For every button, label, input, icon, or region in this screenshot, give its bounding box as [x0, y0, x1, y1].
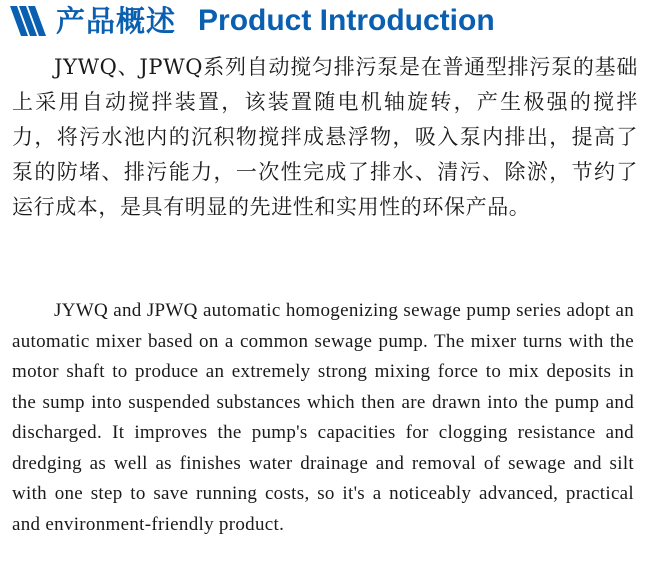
section-title-english: Product Introduction — [198, 4, 495, 37]
paragraph-english: JYWQ and JPWQ automatic homogenizing sewage pump series adopt an automatic mixer based on a common sewage pump. The mixer turns with the motor shaft to produce an extremely strong mixing force to mix deposits in the sump into suspended substances which then are drawn into the pump and discharged. It improves the pump's capacities for clogging resistance and dredging as well as finishes water drainage and removal of sewage and silt with one step to save running costs, so it's a noticeably advanced, practical and environment-friendly product. — [12, 300, 634, 535]
section-header — [8, 2, 495, 40]
paragraph-chinese: JYWQ、JPWQ系列自动搅匀排污泵是在普通型排污泵的基础上采用自动搅拌装置，该装置随电机轴旋转，产生极强的搅拌力，将污水池内的沉积物搅拌成悬浮物，吸入泵内排出，提高了泵的防堵、排污能力，一次性完成了排水、清污、除淤，节约了运行成本，是具有明显的先进性和实用性的环保产品。 — [12, 55, 638, 219]
section-title-chinese: 产品概述 — [56, 4, 177, 38]
diagonal-stripes-icon — [8, 4, 48, 38]
